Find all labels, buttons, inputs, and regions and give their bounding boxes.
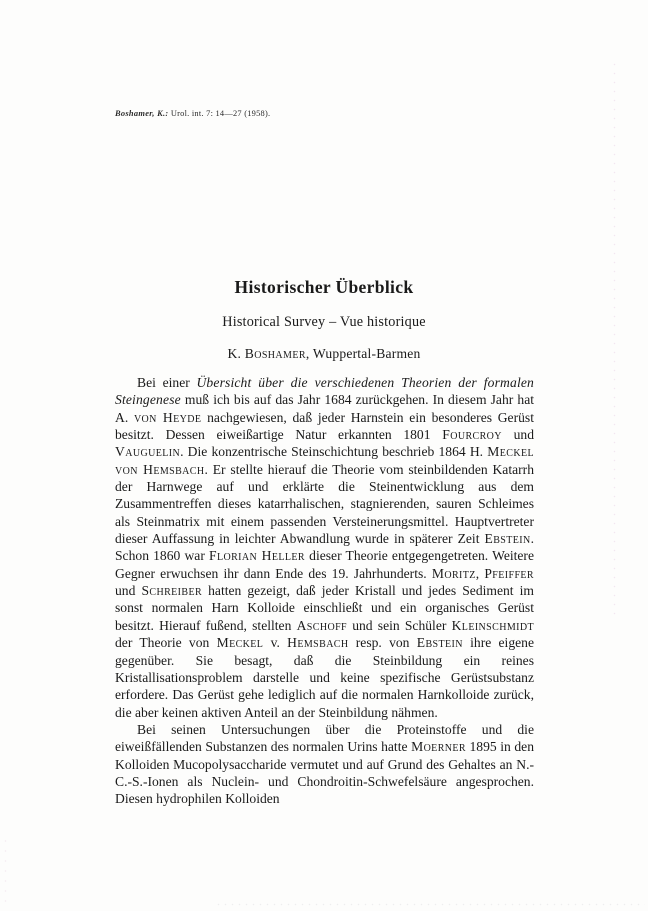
page-title: Historischer Überblick [234,277,414,297]
byline-initial: K. [227,346,245,362]
smallcaps-name: Hemsbach [287,635,349,651]
running-head [115,109,270,118]
smallcaps-name: Kleinschmidt [451,617,534,633]
smallcaps-name: von Heyde [133,409,202,425]
text-run: , [475,565,485,581]
smallcaps-name: Ebstein [416,635,463,651]
smallcaps-name: Pfeiffer [484,565,535,581]
subtitle: Historical Survey – Vue historique [222,314,426,331]
smallcaps-name: Fourcroy [442,427,502,443]
smallcaps-name: Vauguelin [115,444,181,460]
text-run: . Er stellte hierauf die Theorie vom steinbildenden Katarrh der Harnwege auf und erklärte die Steinentwicklung aus dem Zusammentreffen dieses katarrhalischen, stagnierenden, sauren Schleimes als Steinmatrix mit einem passenden Versteinerungsmittel. Hauptvertreter dieser Auffassung in leichter Abwandlung wurde in späterer Zeit [115,461,534,547]
scan-speckle-left [4,836,7,906]
text-run: v. [263,635,288,651]
text-run: und sein Schüler [347,617,452,633]
body-text [115,374,534,808]
text-run: nachgewiesen, daß jeder Harnstein ein besonderes Gerüst besitzt. Dessen eiweißartige Natur erkannten 1801 [115,409,534,443]
text-run: und [501,427,534,443]
text-run: muß ich bis auf das Jahr 1684 zurückgehen. In diesem Jahr hat A. [115,392,534,425]
smallcaps-name: Aschoff [296,617,347,633]
text-run: resp. von [348,635,417,651]
text-run: der Theorie von [115,635,217,651]
text-run: . Die konzentrische Steinschichtung beschrieb 1864 H. [180,444,488,460]
italic-run: Übersicht über die verschiedenen Theorien der formalen Steingenese [115,375,534,408]
byline [115,331,533,362]
title-block [115,278,533,362]
running-head-author: Boshamer, K.: [115,109,169,118]
scan-speckle-right [613,60,616,620]
running-head-citation: Urol. int. 7: 14—27 (1958). [170,109,271,118]
text-run: hatten gezeigt, daß jeder Kristall und jedes Sediment im sonst normalen Harn Kolloide einschließt und ein organisches Gerüst besitzt. Hierauf fußend, stellten [115,583,534,633]
smallcaps-name: Meckel [216,635,264,651]
smallcaps-name: Florian Heller [209,548,306,564]
text-run: dieser Theorie entgegengetreten. Weitere Gegner erwuchsen ihr dann Ende des 19. Jahrhunderts. [115,548,534,581]
text-run: und [115,583,142,599]
scan-speckle-bottom [215,903,645,906]
text-run: ihre eigene gegenüber. Sie besagt, daß die Steinbildung ein reines Kristallisationsproblem darstelle und keine spezifische Gerüstsubstanz erfordere. Das Gerüst gehe lediglich auf die normalen Harnkolloide zurück, die aber keinen aktiven Anteil an der Steinbildung nähmen. [115,635,534,720]
byline-surname: Boshamer [244,346,306,362]
text-run: 1895 in den Kolloiden Mucopolysaccharide vermutet und auf Grund des Gehaltes an N.-C.-S.-Ionen als Nuclein- und Chondroitin-Schwefelsäure angesprochen. Diesen hydrophilen Kolloiden [115,739,534,807]
text-run: . Schon 1860 war [115,531,534,564]
text-run: Bei einer [137,375,197,390]
smallcaps-name: Schreiber [141,583,203,599]
smallcaps-name: Ebstein [484,531,531,547]
smallcaps-name: Moritz [431,565,476,581]
paragraph-1 [115,374,534,721]
smallcaps-name: Meckel von Hemsbach [115,444,534,477]
text-run: Bei seinen Untersuchungen über die Proteinstoffe und die eiweißfällenden Substanzen des normalen Urins hatte [115,721,534,755]
byline-affiliation: , Wuppertal-Barmen [305,346,421,362]
paragraph-2 [115,721,534,808]
smallcaps-name: Moerner [411,739,466,755]
